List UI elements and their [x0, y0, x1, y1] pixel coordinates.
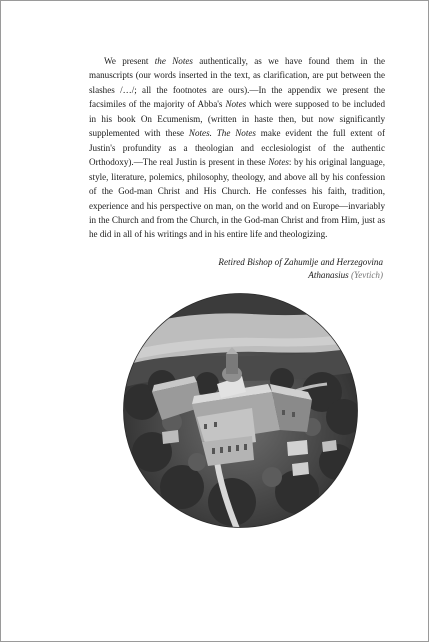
author-signature — [218, 256, 383, 282]
paragraph-italic-4: Notes — [268, 157, 289, 168]
paragraph-text-4: make evident the full extent of Justin's profundity as a theologian and ecclesiologist of the authentic Orthodoxy).—The real Justin is present in these — [89, 128, 385, 168]
signature-surname: (Yevtich) — [351, 270, 383, 280]
signature-name-line — [218, 269, 383, 282]
paragraph-text-1: We present — [104, 56, 155, 66]
signature-title: Retired Bishop of Zahumlje and Herzegovina — [218, 257, 383, 267]
monastery-aerial-photo — [122, 292, 359, 529]
paragraph-italic-3: Notes. The Notes — [188, 128, 256, 139]
paragraph-text-2: authentically, as we have found them in the manuscripts (our words inserted in the text, as clarification, are put between the slashes /…/; all the footnotes are ours).—In the appendix we present the facsimiles of the majority of Abba's — [89, 56, 385, 110]
body-paragraph — [89, 54, 385, 242]
signature-name: Athanasius — [308, 270, 349, 280]
paragraph-italic-2: Notes — [225, 99, 247, 110]
paragraph-italic-1: the Notes — [154, 56, 193, 66]
paragraph-text-3: which were supposed to be included in his book On Ecumenism, (written in haste then, but now significantly supplemented with these — [89, 99, 385, 139]
paragraph-text-5: : by his original language, style, literature, polemics, philosophy, theology, and above all by his confession of the God-man Christ and His Church. He confesses his faith, tradition, experience and his perspective on man, on the world and on Europe—invariably in the Church and from the Church, in the God-man Christ and from Him, just as he did in all of his writings and in his entire life and theologizing. — [89, 157, 385, 240]
